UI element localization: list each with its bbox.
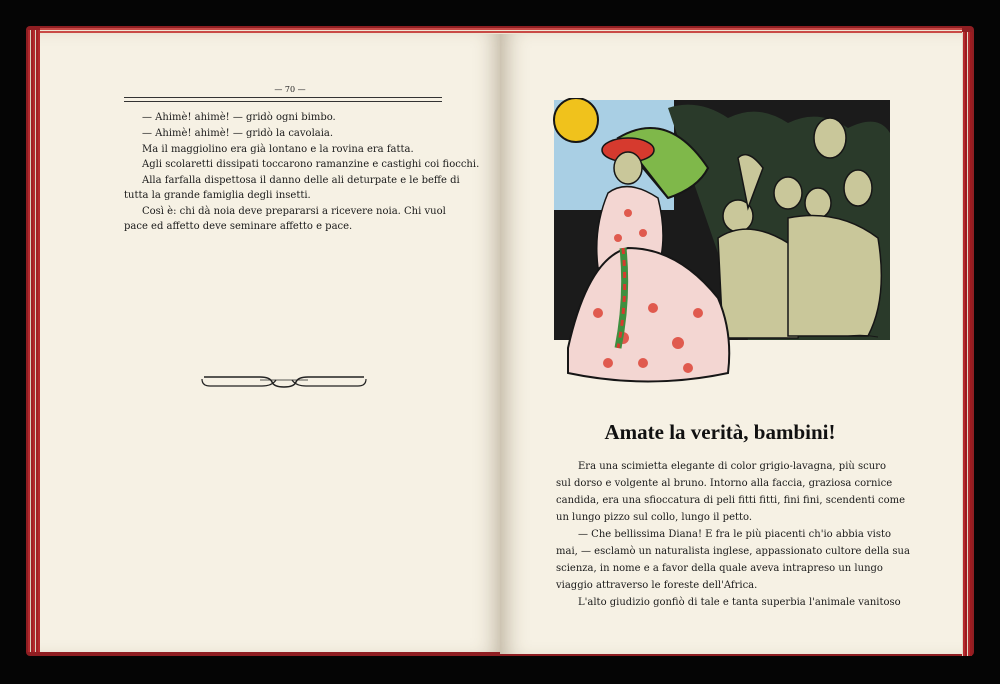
text-line: L'alto giudizio gonfiò di tale e tanta superbia l'animale vanitoso [578, 597, 901, 608]
text-line: sul dorso e volgente al bruno. Intorno alla faccia, graziosa cornice [556, 478, 893, 489]
text-line: — Che bellissima Diana! E fra le più piacenti ch'io abbia visto [578, 529, 891, 540]
text-line: mai, — esclamò un naturalista inglese, appassionato cultore della sua [556, 546, 910, 557]
text-line: tutta la grande famiglia degli insetti. [124, 190, 311, 201]
story-illustration [548, 98, 893, 393]
chapter-title: Amate la verità, bambini! [604, 420, 836, 444]
text-line: — Ahimè! ahimè! — gridò la cavolaia. [142, 128, 334, 139]
text-line: candida, era una sfioccatura di peli fitti fitti, fini fini, scendenti come [556, 495, 905, 506]
text-line: viaggio attraverso le foreste dell'Africa. [556, 580, 758, 591]
text-line: — Ahimè! ahimè! — gridò ogni bimbo. [142, 112, 336, 123]
text-line: pace ed affetto deve seminare affetto e pace. [124, 221, 353, 232]
text-line: Era una scimietta elegante di color grigio-lavagna, più scuro [578, 461, 886, 472]
text-line: Ma il maggiolino era già lontano e la rovina era fatta. [142, 144, 414, 155]
text-line: Agli scolaretti dissipati toccarono ramanzine e castighi coi fiocchi. [142, 159, 480, 170]
text-line: scienza, in nome e a favor della quale aveva intrapreso un lungo [556, 563, 883, 574]
decorative-ornament [200, 375, 368, 389]
text-line: un lungo pizzo sul collo, lungo il petto. [556, 512, 753, 523]
text-line: Alla farfalla dispettosa il danno delle ali deturpate e le beffe di [142, 175, 460, 186]
header-rule [124, 97, 442, 102]
page-number: — 70 — [274, 85, 306, 94]
text-line: Così è: chi dà noia deve prepararsi a ricevere noia. Chi vuol [142, 206, 446, 217]
